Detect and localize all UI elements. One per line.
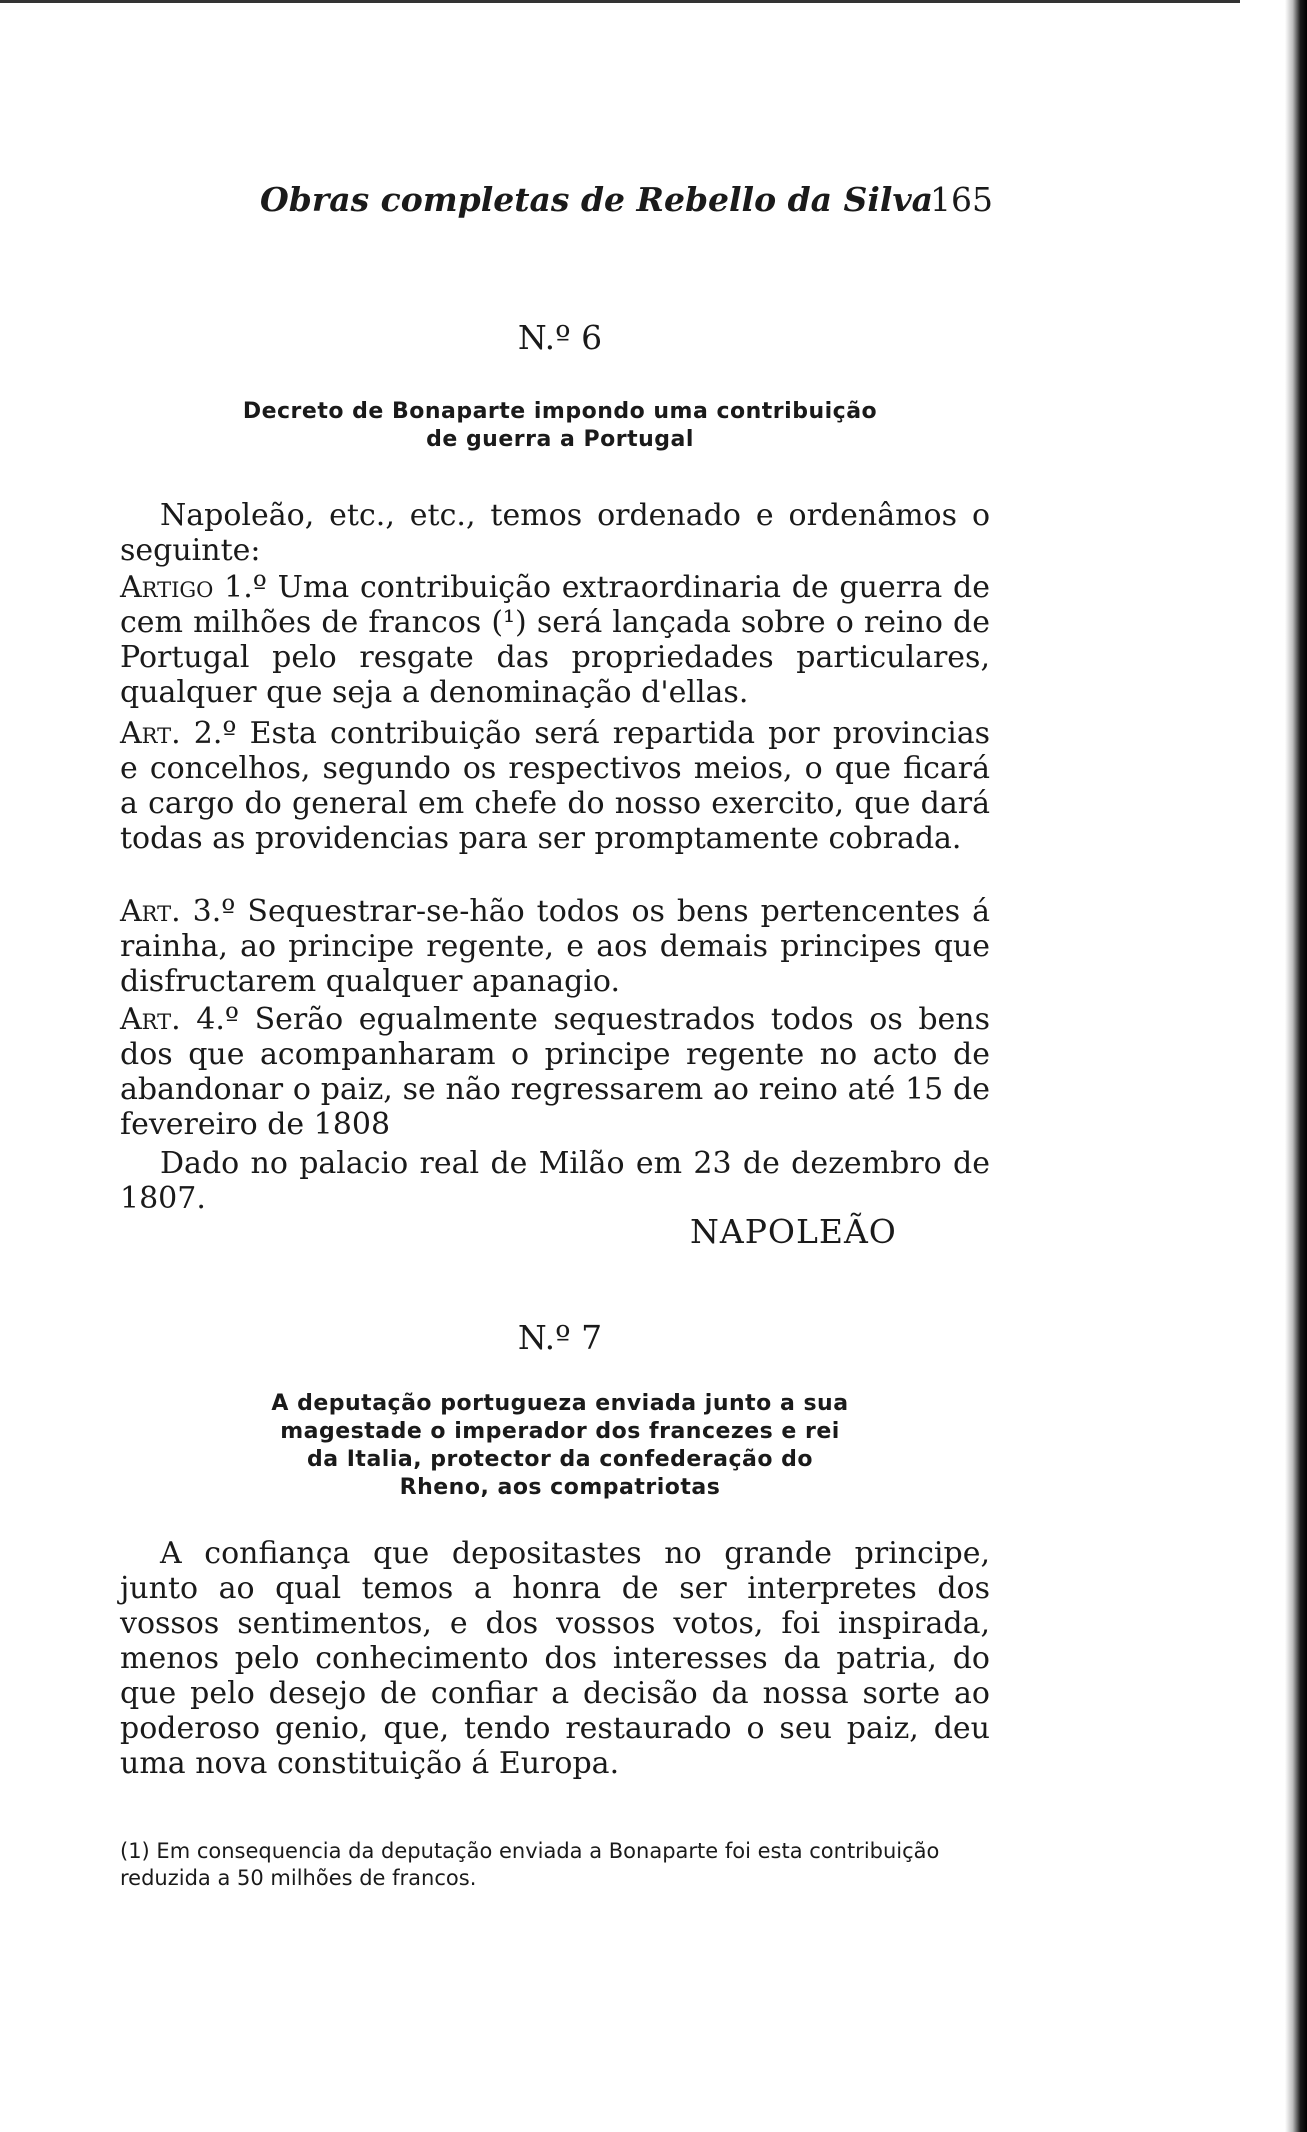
decree-article-2 [120, 716, 990, 856]
decree-article-1 [120, 570, 990, 710]
document-7-title-line: da Italia, protector da confederação do [306, 1447, 814, 1472]
article-text: Uma contribuição extraordinaria de guerra de cem milhões de francos (¹) será lançada sobre o reino de Portugal pelo resgate das propriedades particulares, qualquer que seja a denominação d'ellas. [120, 570, 990, 710]
deputation-body: A confiança que depositastes no grande principe, junto ao qual temos a honra de ser interpretes dos vossos sentimentos, e dos vossos votos, foi inspirada, menos pelo conhecimento dos interesses da patria, do que pelo desejo de confiar a decisão da nossa sorte ao poderoso genio, que, tendo restaurado o seu paiz, deu uma nova constituição á Europa. [120, 1536, 990, 1781]
article-label: Artigo 1.º [120, 570, 267, 605]
decree-intro: Napoleão, etc., etc., temos ordenado e ordenâmos o seguinte: [120, 498, 990, 568]
decree-dated: Dado no palacio real de Milão em 23 de dezembro de 1807. [120, 1146, 990, 1216]
signature-napoleao: NAPOLEÃO [690, 1212, 897, 1251]
document-7-title [120, 1390, 1000, 1502]
article-label: Art. 2.º [120, 716, 237, 751]
document-7-title-line: A deputação portugueza enviada junto a sua [271, 1391, 849, 1416]
decree-article-3 [120, 894, 990, 999]
article-label: Art. 4.º [120, 1002, 239, 1037]
document-6-title [120, 398, 1000, 454]
document-number-6: N.º 6 [517, 318, 603, 357]
article-text: Serão egualmente sequestrados todos os bens dos que acompanharam o principe regente no acto de abandonar o paiz, se não regressarem ao reino até 15 de fevereiro de 1808 [120, 1002, 990, 1142]
page-number: 165 [930, 180, 993, 219]
document-7-title-line: magestade o imperador dos francezes e rei [280, 1419, 840, 1444]
document-7-title-line: Rheno, aos compatriotas [399, 1475, 721, 1500]
article-label: Art. 3.º [120, 894, 236, 929]
top-edge-rule [0, 0, 1240, 3]
running-title: Obras completas de Rebello da Silva [260, 180, 934, 219]
document-6-title-line: Decreto de Bonaparte impondo uma contribuição [242, 399, 878, 424]
decree-article-4 [120, 1002, 990, 1142]
footnote: (1) Em consequencia da deputação enviada a Bonaparte foi esta contribuição reduzida a 50 milhões de francos. [120, 1839, 940, 1890]
document-number-7: N.º 7 [517, 1318, 603, 1357]
page-edge-shadow [1285, 0, 1307, 2132]
document-6-title-line: de guerra a Portugal [426, 427, 694, 452]
article-text: Sequestrar-se-hão todos os bens pertencentes á rainha, ao principe regente, e aos demais principes que disfructarem qualquer apanagio. [120, 894, 990, 999]
article-text: Esta contribuição será repartida por provincias e concelhos, segundo os respectivos meios, o que ficará a cargo do general em chefe do nosso exercito, que dará todas as providencias para ser promptamente cobrada. [120, 716, 990, 856]
